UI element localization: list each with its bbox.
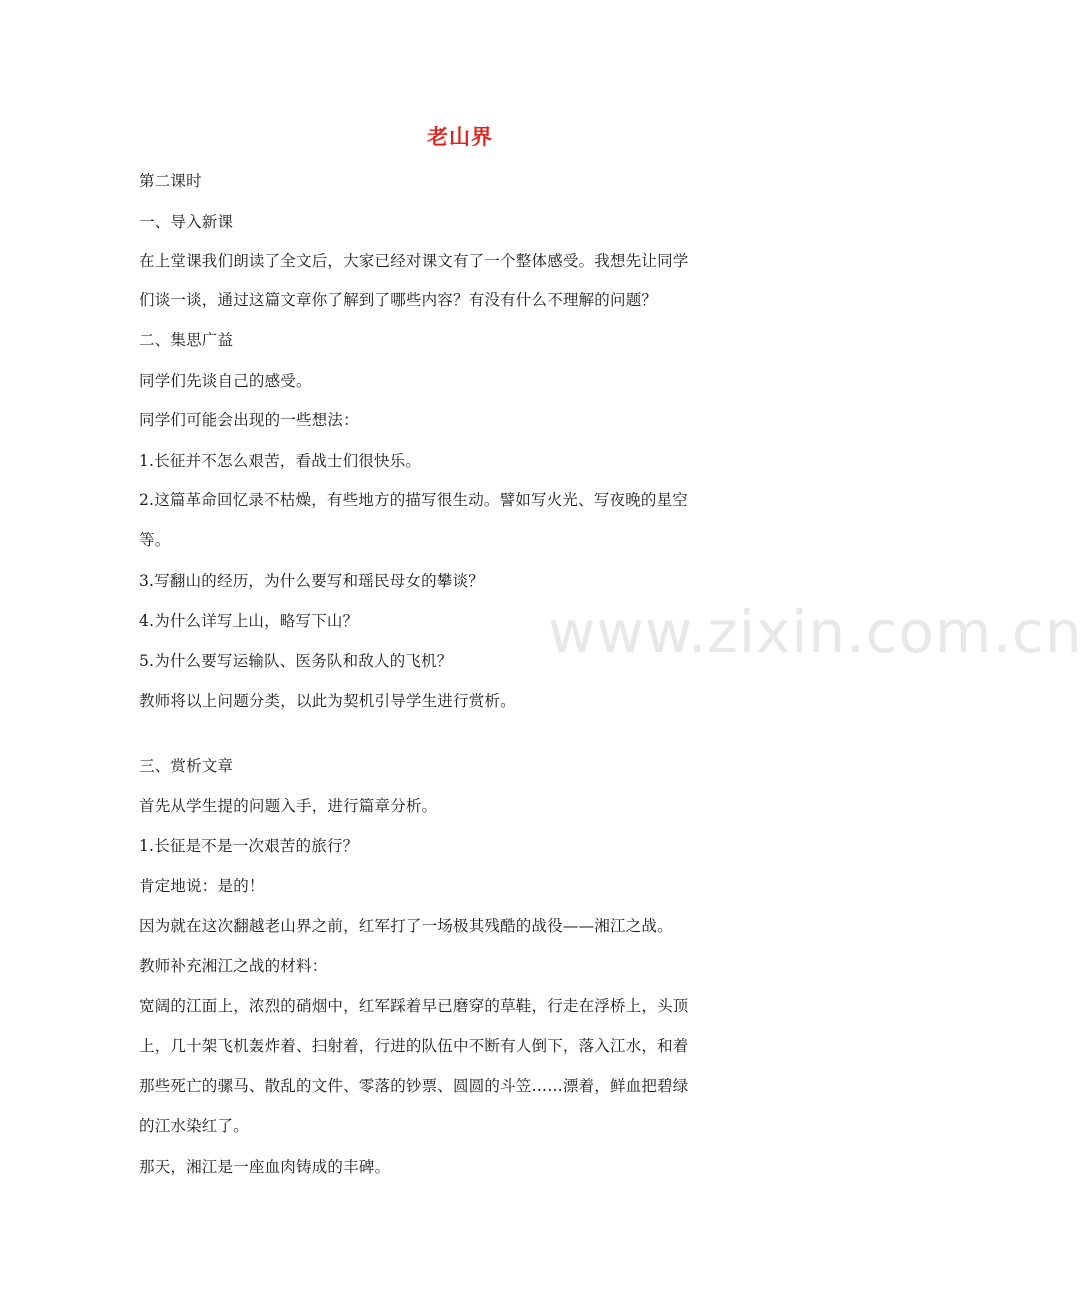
list-item: 2.这篇革命回忆录不枯燥，有些地方的描写很生动。譬如写火光、写夜晚的星空 bbox=[139, 491, 688, 509]
watermark: www.zixin.com.cn bbox=[548, 598, 1083, 666]
section-heading-brainstorm: 二、集思广益 bbox=[139, 331, 234, 349]
paragraph-line: 上，几十架飞机轰炸着、扫射着，行进的队伍中不断有人倒下，落入江水，和着 bbox=[139, 1037, 689, 1055]
paragraph-line: 同学们先谈自己的感受。 bbox=[139, 372, 312, 390]
list-item: 1.长征是不是一次艰苦的旅行？ bbox=[139, 837, 359, 855]
list-item: 1.长征并不怎么艰苦，看战士们很快乐。 bbox=[139, 452, 422, 470]
list-item-continuation: 等。 bbox=[139, 531, 171, 549]
lesson-label: 第二课时 bbox=[139, 172, 202, 190]
paragraph-line: 宽阔的江面上，浓烈的硝烟中，红军踩着早已磨穿的草鞋，行走在浮桥上，头顶 bbox=[139, 997, 689, 1015]
list-item: 3.写翻山的经历，为什么要写和瑶民母女的攀谈？ bbox=[139, 572, 484, 590]
paragraph-line: 在上堂课我们朗读了全文后，大家已经对课文有了一个整体感受。我想先让同学 bbox=[139, 252, 689, 270]
paragraph-line: 同学们可能会出现的一些想法： bbox=[139, 411, 359, 429]
paragraph-line: 因为就在这次翻越老山界之前，红军打了一场极其残酷的战役——湘江之战。 bbox=[139, 917, 673, 935]
paragraph-line: 们谈一谈，通过这篇文章你了解到了哪些内容？有没有什么不理解的问题？ bbox=[139, 291, 658, 309]
section-heading-intro: 一、导入新课 bbox=[139, 213, 234, 231]
paragraph-line: 教师补充湘江之战的材料： bbox=[139, 957, 328, 975]
list-item: 4.为什么详写上山，略写下山？ bbox=[139, 612, 359, 630]
section-heading-analysis: 三、赏析文章 bbox=[139, 757, 234, 775]
paragraph-line: 首先从学生提的问题入手，进行篇章分析。 bbox=[139, 797, 438, 815]
paragraph-line: 那些死亡的骡马、散乱的文件、零落的钞票、圆圆的斗笠……漂着，鲜血把碧绿 bbox=[139, 1077, 689, 1095]
paragraph-line: 教师将以上问题分类，以此为契机引导学生进行赏析。 bbox=[139, 692, 516, 710]
paragraph-line: 那天，湘江是一座血肉铸成的丰碑。 bbox=[139, 1158, 391, 1176]
paragraph-line: 肯定地说：是的！ bbox=[139, 877, 265, 895]
document-title: 老山界 bbox=[427, 124, 493, 149]
paragraph-line: 的江水染红了。 bbox=[139, 1117, 249, 1135]
list-item: 5.为什么要写运输队、医务队和敌人的飞机？ bbox=[139, 652, 453, 670]
